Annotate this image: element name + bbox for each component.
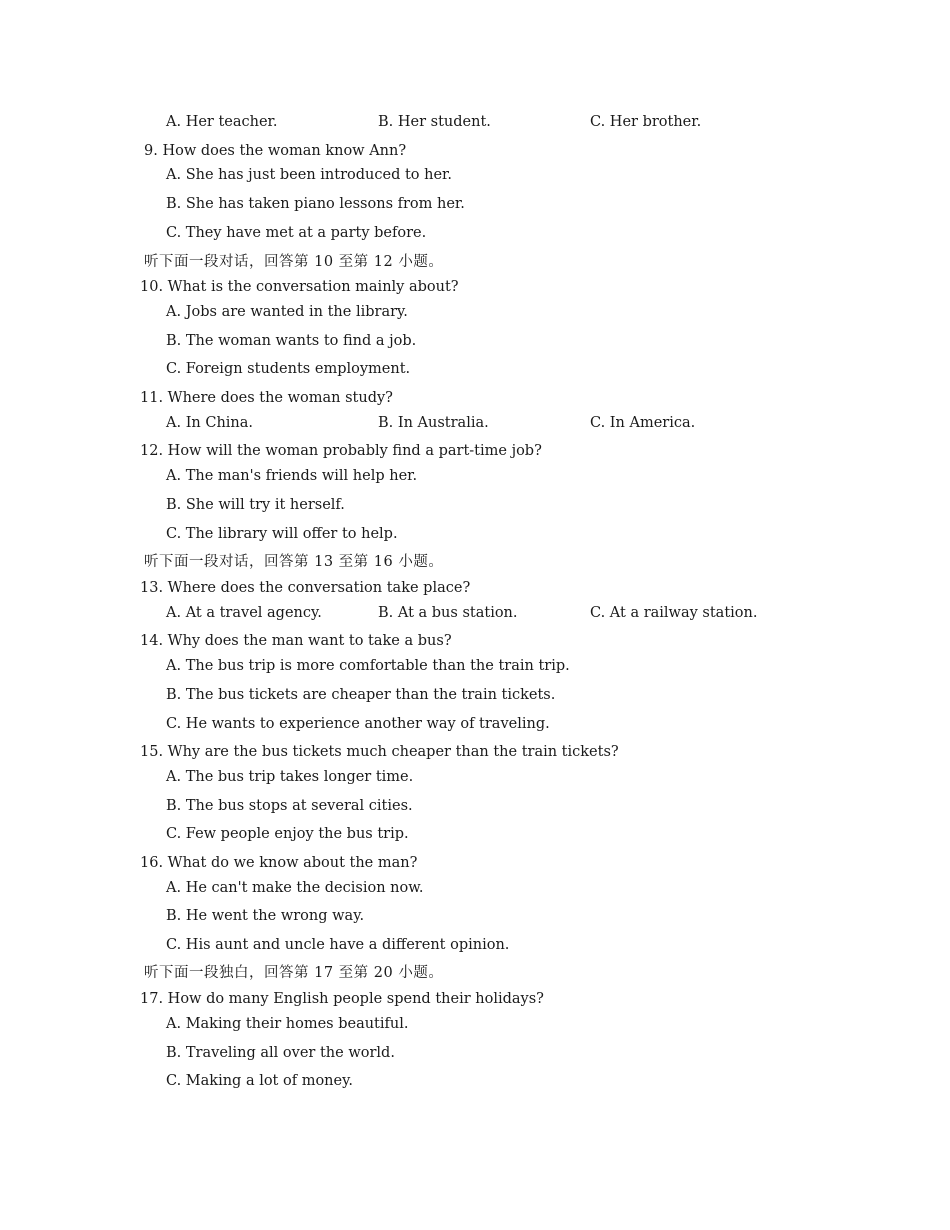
q14-option-c: C. He wants to experience another way of traveling. [166, 716, 550, 732]
q17-option-a: A. Making their homes beautiful. [166, 1016, 409, 1032]
q16-option-a: A. He can't make the decision now. [166, 880, 424, 896]
q17-question: 17. How do many English people spend their holidays? [140, 991, 544, 1007]
q11-option-a: A. In China. [166, 415, 254, 431]
q12-question: 12. How will the woman probably find a part-time job? [140, 443, 542, 459]
q15-option-b: B. The bus stops at several cities. [166, 798, 413, 814]
q14-question: 14. Why does the man want to take a bus? [140, 633, 452, 649]
section-instruction-10-12: 听下面一段对话，回答第 10 至第 12 小题。 [144, 254, 444, 270]
q10-option-a: A. Jobs are wanted in the library. [166, 304, 408, 320]
q16-option-c: C. His aunt and uncle have a different opinion. [166, 937, 510, 953]
section-instruction-17-20: 听下面一段独白，回答第 17 至第 20 小题。 [144, 965, 444, 981]
q10-option-c: C. Foreign students employment. [166, 361, 411, 377]
q13-option-b: B. At a bus station. [378, 605, 518, 621]
q14-option-a: A. The bus trip is more comfortable than the train trip. [166, 658, 570, 674]
q12-option-b: B. She will try it herself. [166, 497, 345, 513]
q11-question: 11. Where does the woman study? [140, 390, 393, 406]
q15-option-c: C. Few people enjoy the bus trip. [166, 826, 409, 842]
q12-option-a: A. The man's friends will help her. [166, 468, 418, 484]
q8-option-c: C. Her brother. [590, 114, 702, 130]
q10-option-b: B. The woman wants to find a job. [166, 333, 417, 349]
q9-option-b: B. She has taken piano lessons from her. [166, 196, 465, 212]
q11-option-b: B. In Australia. [378, 415, 489, 431]
q17-option-c: C. Making a lot of money. [166, 1073, 353, 1089]
q8-options [166, 113, 866, 131]
q9-option-c: C. They have met at a party before. [166, 225, 427, 241]
q11-option-c: C. In America. [590, 415, 696, 431]
q9-option-a: A. She has just been introduced to her. [166, 167, 452, 183]
q11-options [166, 414, 866, 432]
q12-option-c: C. The library will offer to help. [166, 526, 398, 542]
q13-option-a: A. At a travel agency. [166, 605, 322, 621]
q13-question: 13. Where does the conversation take place? [140, 580, 471, 596]
q15-option-a: A. The bus trip takes longer time. [166, 769, 414, 785]
q14-option-b: B. The bus tickets are cheaper than the train tickets. [166, 687, 556, 703]
q8-option-b: B. Her student. [378, 114, 491, 130]
q16-question: 16. What do we know about the man? [140, 855, 418, 871]
q17-option-b: B. Traveling all over the world. [166, 1045, 395, 1061]
q13-options [166, 604, 866, 622]
section-instruction-13-16: 听下面一段对话，回答第 13 至第 16 小题。 [144, 554, 444, 570]
q10-question: 10. What is the conversation mainly about? [140, 279, 459, 295]
q16-option-b: B. He went the wrong way. [166, 908, 365, 924]
q8-option-a: A. Her teacher. [166, 114, 278, 130]
q13-option-c: C. At a railway station. [590, 605, 758, 621]
q9-question: 9. How does the woman know Ann? [144, 143, 407, 159]
q15-question: 15. Why are the bus tickets much cheaper than the train tickets? [140, 744, 619, 760]
